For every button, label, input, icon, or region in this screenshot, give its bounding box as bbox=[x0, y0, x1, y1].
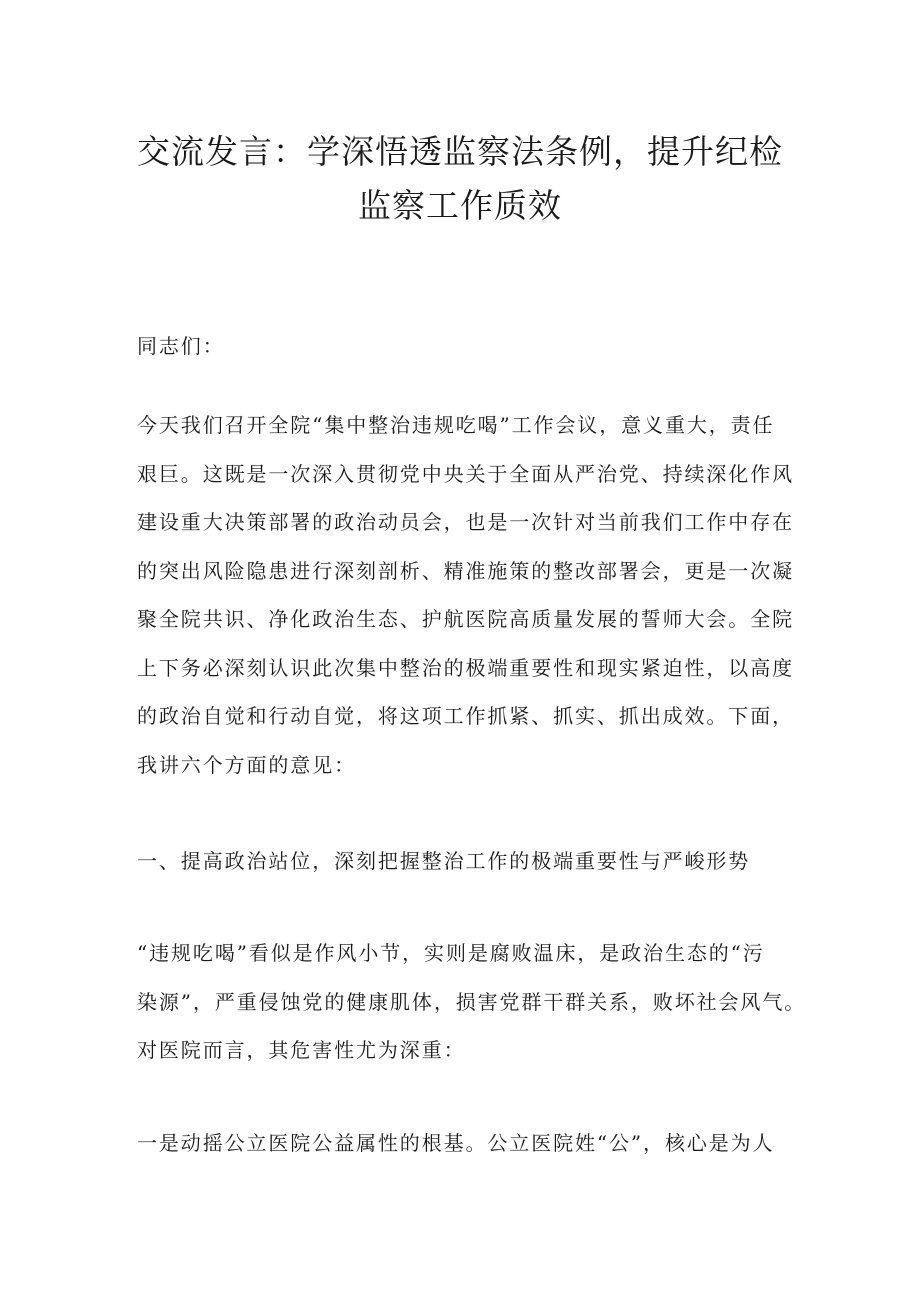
text-line: 艰巨。这既是一次深入贯彻党中央关于全面从严治党、持续深化作风 bbox=[137, 461, 794, 486]
text-line: 我讲六个方面的意见： bbox=[137, 752, 356, 777]
section-heading: 一、提高政治站位，深刻把握整治工作的极端重要性与严峻形势 bbox=[137, 849, 751, 873]
text-line: “违规吃喝”看似是作风小节，实则是腐败温床，是政治生态的“污 bbox=[137, 941, 765, 965]
section1-paragraph bbox=[137, 929, 807, 1075]
point1-paragraph: 一是动摇公立医院公益属性的根基。公立医院姓“公”，核心是为人 bbox=[137, 1131, 775, 1155]
text-line: 染源”，严重侵蚀党的健康肌体，损害党群干群关系，败坏社会风气。 bbox=[137, 989, 807, 1014]
document-title-line1: 交流发言：学深悟透监察法条例，提升纪检 bbox=[137, 132, 783, 171]
text-line: 今天我们召开全院“集中整治违规吃喝”工作会议，意义重大，责任 bbox=[137, 413, 775, 437]
intro-paragraph bbox=[137, 401, 797, 789]
document-title-line2: 监察工作质效 bbox=[358, 186, 562, 225]
text-line: 聚全院共识、净化政治生态、护航医院高质量发展的誓师大会。全院 bbox=[137, 607, 794, 631]
text-line: 对医院而言，其危害性尤为深重： bbox=[137, 1038, 466, 1062]
text-line: 上下务必深刻认识此次集中整治的极端重要性和现实紧迫性，以高度 bbox=[137, 655, 794, 680]
salutation: 同志们： bbox=[137, 334, 225, 358]
text-line: 的突出风险隐患进行深刻剖析、精准施策的整改部署会，更是一次凝 bbox=[137, 558, 794, 583]
text-line: 建设重大决策部署的政治动员会，也是一次针对当前我们工作中存在 bbox=[137, 510, 794, 534]
text-line: 的政治自觉和行动自觉，将这项工作抓紧、抓实、抓出成效。下面， bbox=[137, 704, 794, 728]
